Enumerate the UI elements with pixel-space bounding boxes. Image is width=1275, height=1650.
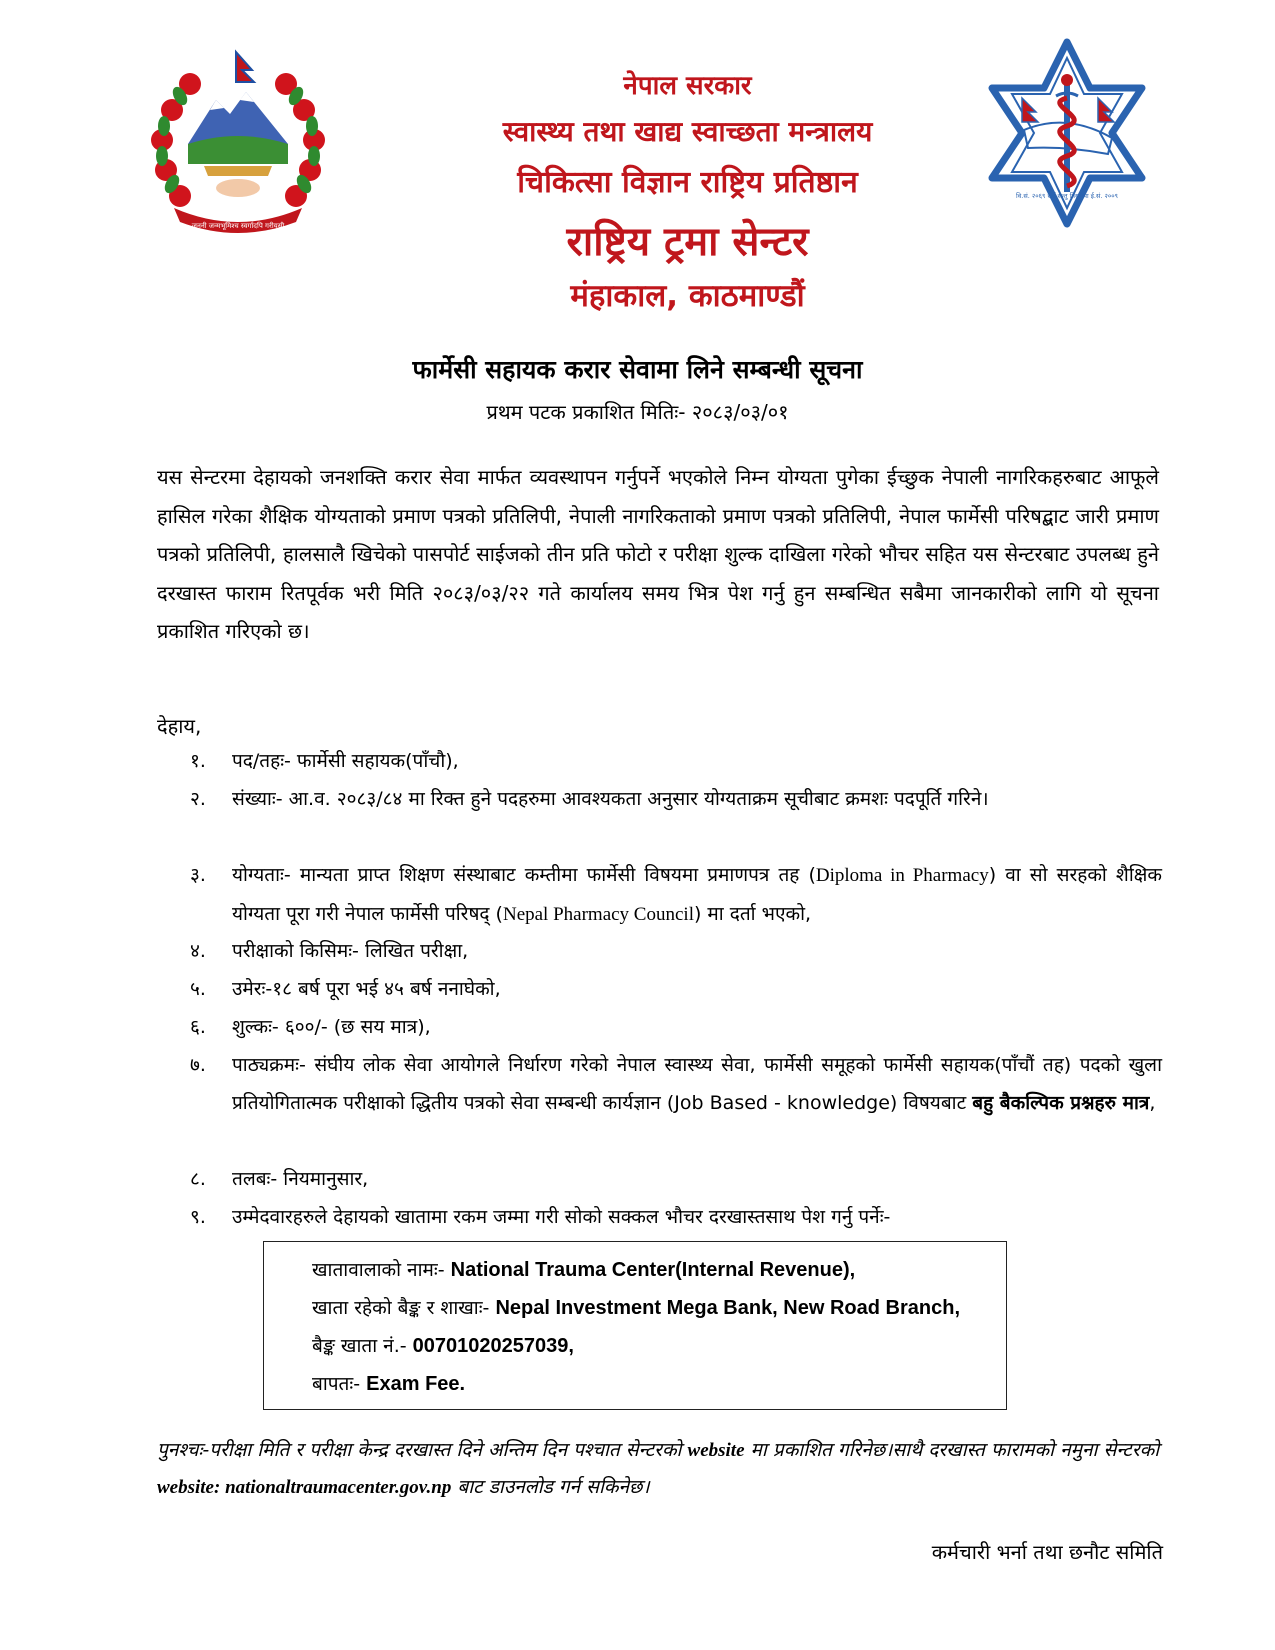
bank-purpose: बापतः- Exam Fee. — [312, 1373, 466, 1395]
footnote: पुनश्चः-परीक्षा मिति र परीक्षा केन्द्र दरखास्त दिने अन्तिम दिन पश्चात सेन्टरको website मा प्रकाशित गरिनेछ।साथै दरखास्त फारामको नमुना सेन्टरको website: nationaltraumacenter.gov.np बाट डाउनलोड गर्न सकिनेछ। — [157, 1439, 1160, 1498]
ntc-logo-caption: वि.सं. २०६९ सर्वे सन्तु निरामया ई.सं. २००९ — [1015, 192, 1119, 200]
bank-holder: खातावालाको नामः- National Trauma Center(Internal Revenue), — [312, 1259, 856, 1281]
item-number: ७. — [190, 1054, 206, 1076]
item-text: शुल्कः- ६००/- (छ सय मात्र), — [232, 1016, 431, 1038]
bank-account: बैङ्क खाता नं.- 00701020257039, — [312, 1335, 574, 1357]
item-text: संख्याः- आ.व. २०८३/८४ मा रिक्त हुने पदहरुमा आवश्यकता अनुसार योग्यताक्रम सूचीबाट क्रमशः पदपूर्ति गरिने। — [232, 788, 989, 810]
item-number: ३. — [190, 864, 206, 886]
header-center-name: राष्ट्रिय ट्रमा सेन्टर — [566, 219, 809, 265]
header-academy: चिकित्सा विज्ञान राष्ट्रिय प्रतिष्ठान — [517, 165, 858, 200]
header-government: नेपाल सरकार — [623, 71, 752, 101]
emblem-motto: जननी जन्मभूमिश्च स्वर्गादपि गरीयसी — [191, 222, 285, 230]
item-number: १. — [190, 750, 206, 772]
bank-details-box — [263, 1241, 1007, 1410]
item-text: उम्मेदवारहरुले देहायको खातामा रकम जम्मा गरी सोको सक्कल भौचर दरखास्तसाथ पेश गर्नु पर्नेः- — [232, 1206, 891, 1228]
item-number: ५. — [190, 978, 206, 1000]
annex-heading: देहाय, — [157, 714, 202, 738]
intro-paragraph: यस सेन्टरमा देहायको जनशक्ति करार सेवा मार्फत व्यवस्थापन गर्नुपर्ने भएकोले निम्न योग्यता पुगेका ईच्छुक नेपाली नागरिकहरुबाट आफूले हासिल गरेका शैक्षिक योग्यताको प्रमाण पत्रको प्रतिलिपी, नेपाली नागरिकताको प्रमाण पत्रको प्रतिलिपी, नेपाल फार्मेसी परिषद्बाट जारी प्रमाण पत्रको प्रतिलिपी, हालसालै खिचेको पासपोर्ट साईजको तीन प्रति फोटो र परीक्षा शुल्क दाखिला गरेको भौचर सहित यस सेन्टरबाट उपलब्ध हुने दरखास्त फाराम रितपूर्वक भरी मिति २०८३/०३/२२ गते कार्यालय समय भित्र पेश गर्नु हुन सम्बन्धित सबैमा जानकारीको लागि यो सूचना प्रकाशित गरिएको छ। — [157, 465, 1159, 644]
notice-title: फार्मेसी सहायक करार सेवामा लिने सम्बन्धी सूचना — [412, 355, 863, 384]
item-text: पद/तहः- फार्मेसी सहायक(पाँचौ), — [232, 750, 459, 772]
header-ministry: स्वास्थ्य तथा खाद्य स्वाच्छता मन्त्रालय — [502, 115, 873, 148]
header-address: मंहाकाल, काठमाण्डौं — [570, 278, 805, 314]
item-number: २. — [190, 788, 206, 810]
item-text: उमेरः-१८ बर्ष पूरा भई ४५ बर्ष ननाघेको, — [232, 978, 501, 1000]
item-text: परीक्षाको किसिमः- लिखित परीक्षा, — [232, 940, 469, 962]
bank-branch: खाता रहेको बैङ्क र शाखाः- Nepal Investment Mega Bank, New Road Branch, — [312, 1297, 960, 1319]
item-number: ४. — [190, 940, 206, 962]
item-number: ६. — [190, 1016, 206, 1038]
item-text: तलबः- नियमानुसार, — [232, 1168, 369, 1190]
committee-signature: कर्मचारी भर्ना तथा छनौट समिति — [931, 1540, 1163, 1564]
item-text: योग्यताः- मान्यता प्राप्त शिक्षण संस्थाबाट कम्तीमा फार्मेसी विषयमा प्रमाणपत्र तह (Diploma in Pharmacy) वा सो सरहको शैक्षिक योग्यता पूरा गरी नेपाल फार्मेसी परिषद् (Nepal Pharmacy Council) मा दर्ता भएको, — [232, 864, 1162, 925]
item-text: पाठ्यक्रमः- संघीय लोक सेवा आयोगले निर्धारण गरेको नेपाल स्वास्थ्य सेवा, फार्मेसी समूहको फार्मेसी सहायक(पाँचौं तह) पदको खुला प्रतियोगितात्मक परीक्षाको द्धितीय पत्रको सेवा सम्बन्धी कार्यज्ञान (Job Based - knowledge) विषयबाट बहु बैकल्पिक प्रश्नहरु मात्र, — [232, 1054, 1162, 1114]
item-number: ८. — [190, 1168, 206, 1190]
item-number: ९. — [190, 1206, 206, 1228]
publish-date: प्रथम पटक प्रकाशित मितिः- २०८३/०३/०१ — [486, 400, 789, 424]
